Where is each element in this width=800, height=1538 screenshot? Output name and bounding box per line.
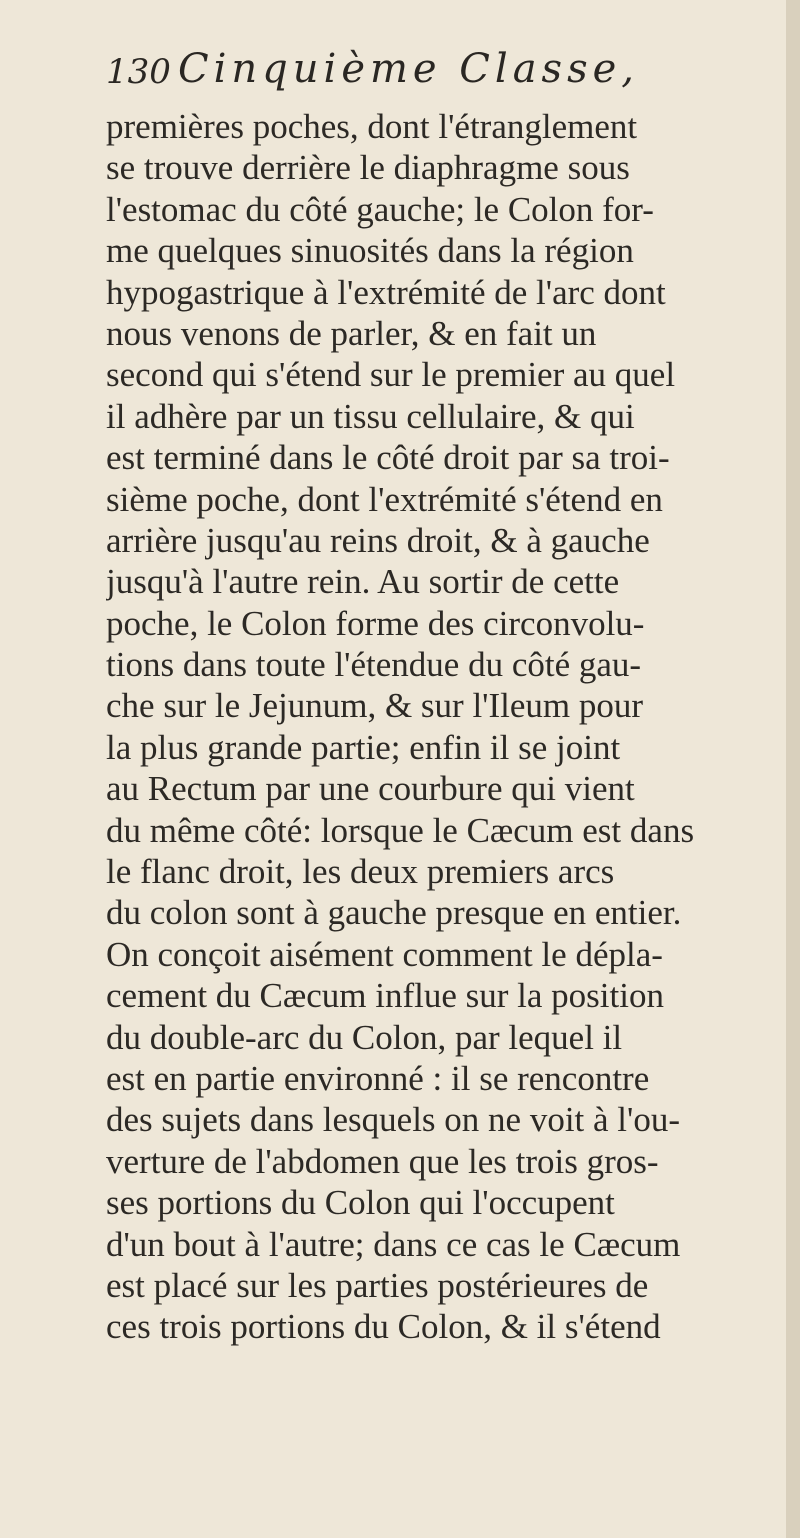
- page-header: [106, 40, 756, 100]
- text-line: au Rectum par une courbure qui vient: [106, 769, 635, 809]
- page-edge: [786, 0, 800, 1538]
- text-line: le flanc droit, les deux premiers arcs: [106, 852, 615, 892]
- text-line: hypogastrique à l'extrémité de l'arc dont: [106, 272, 666, 312]
- running-head: Cinquième Classe,: [178, 46, 639, 92]
- text-line: che sur le Jejunum, & sur l'Ileum pour: [106, 686, 644, 726]
- text-line: me quelques sinuosités dans la région: [106, 231, 634, 271]
- text-line: du double-arc du Colon, par lequel il: [106, 1017, 623, 1057]
- text-line: du colon sont à gauche presque en entier.: [106, 893, 682, 933]
- text-line: premières poches, dont l'étranglement: [106, 107, 638, 146]
- text-line: poche, le Colon forme des circonvolu-: [106, 603, 645, 643]
- text-line: est en partie environné : il se rencontre: [106, 1058, 650, 1098]
- text-line: sième poche, dont l'extrémité s'étend en: [106, 479, 663, 519]
- body-text: [106, 106, 766, 1348]
- text-line: arrière jusqu'au reins droit, & à gauche: [106, 520, 650, 560]
- text-line: l'estomac du côté gauche; le Colon for-: [106, 189, 654, 229]
- text-line: du même côté: lorsque le Cæcum est dans: [106, 810, 695, 850]
- text-line: jusqu'à l'autre rein. Au sortir de cette: [106, 562, 620, 602]
- text-line: verture de l'abdomen que les trois gros-: [106, 1141, 659, 1181]
- text-line: est placé sur les parties postérieures de: [106, 1265, 649, 1305]
- text-line: des sujets dans lesquels on ne voit à l'ou-: [106, 1100, 680, 1140]
- text-line: d'un bout à l'autre; dans ce cas le Cæcum: [106, 1224, 681, 1264]
- text-line: la plus grande partie; enfin il se joint: [106, 727, 621, 767]
- text-line: se trouve derrière le diaphragme sous: [106, 148, 630, 188]
- page-number: 130: [106, 52, 171, 92]
- text-line: On conçoit aisément comment le dépla-: [106, 934, 663, 974]
- text-line: il adhère par un tissu cellulaire, & qui: [106, 396, 635, 436]
- text-line: nous venons de parler, & en fait un: [106, 313, 597, 353]
- text-line: second qui s'étend sur le premier au quel: [106, 355, 676, 395]
- text-line: ses portions du Colon qui l'occupent: [106, 1183, 615, 1223]
- text-line: ces trois portions du Colon, & il s'étend: [106, 1307, 661, 1347]
- text-line: cement du Cæcum influe sur la position: [106, 976, 664, 1016]
- text-line: tions dans toute l'étendue du côté gau-: [106, 645, 642, 685]
- text-line: est terminé dans le côté droit par sa troi-: [106, 438, 670, 478]
